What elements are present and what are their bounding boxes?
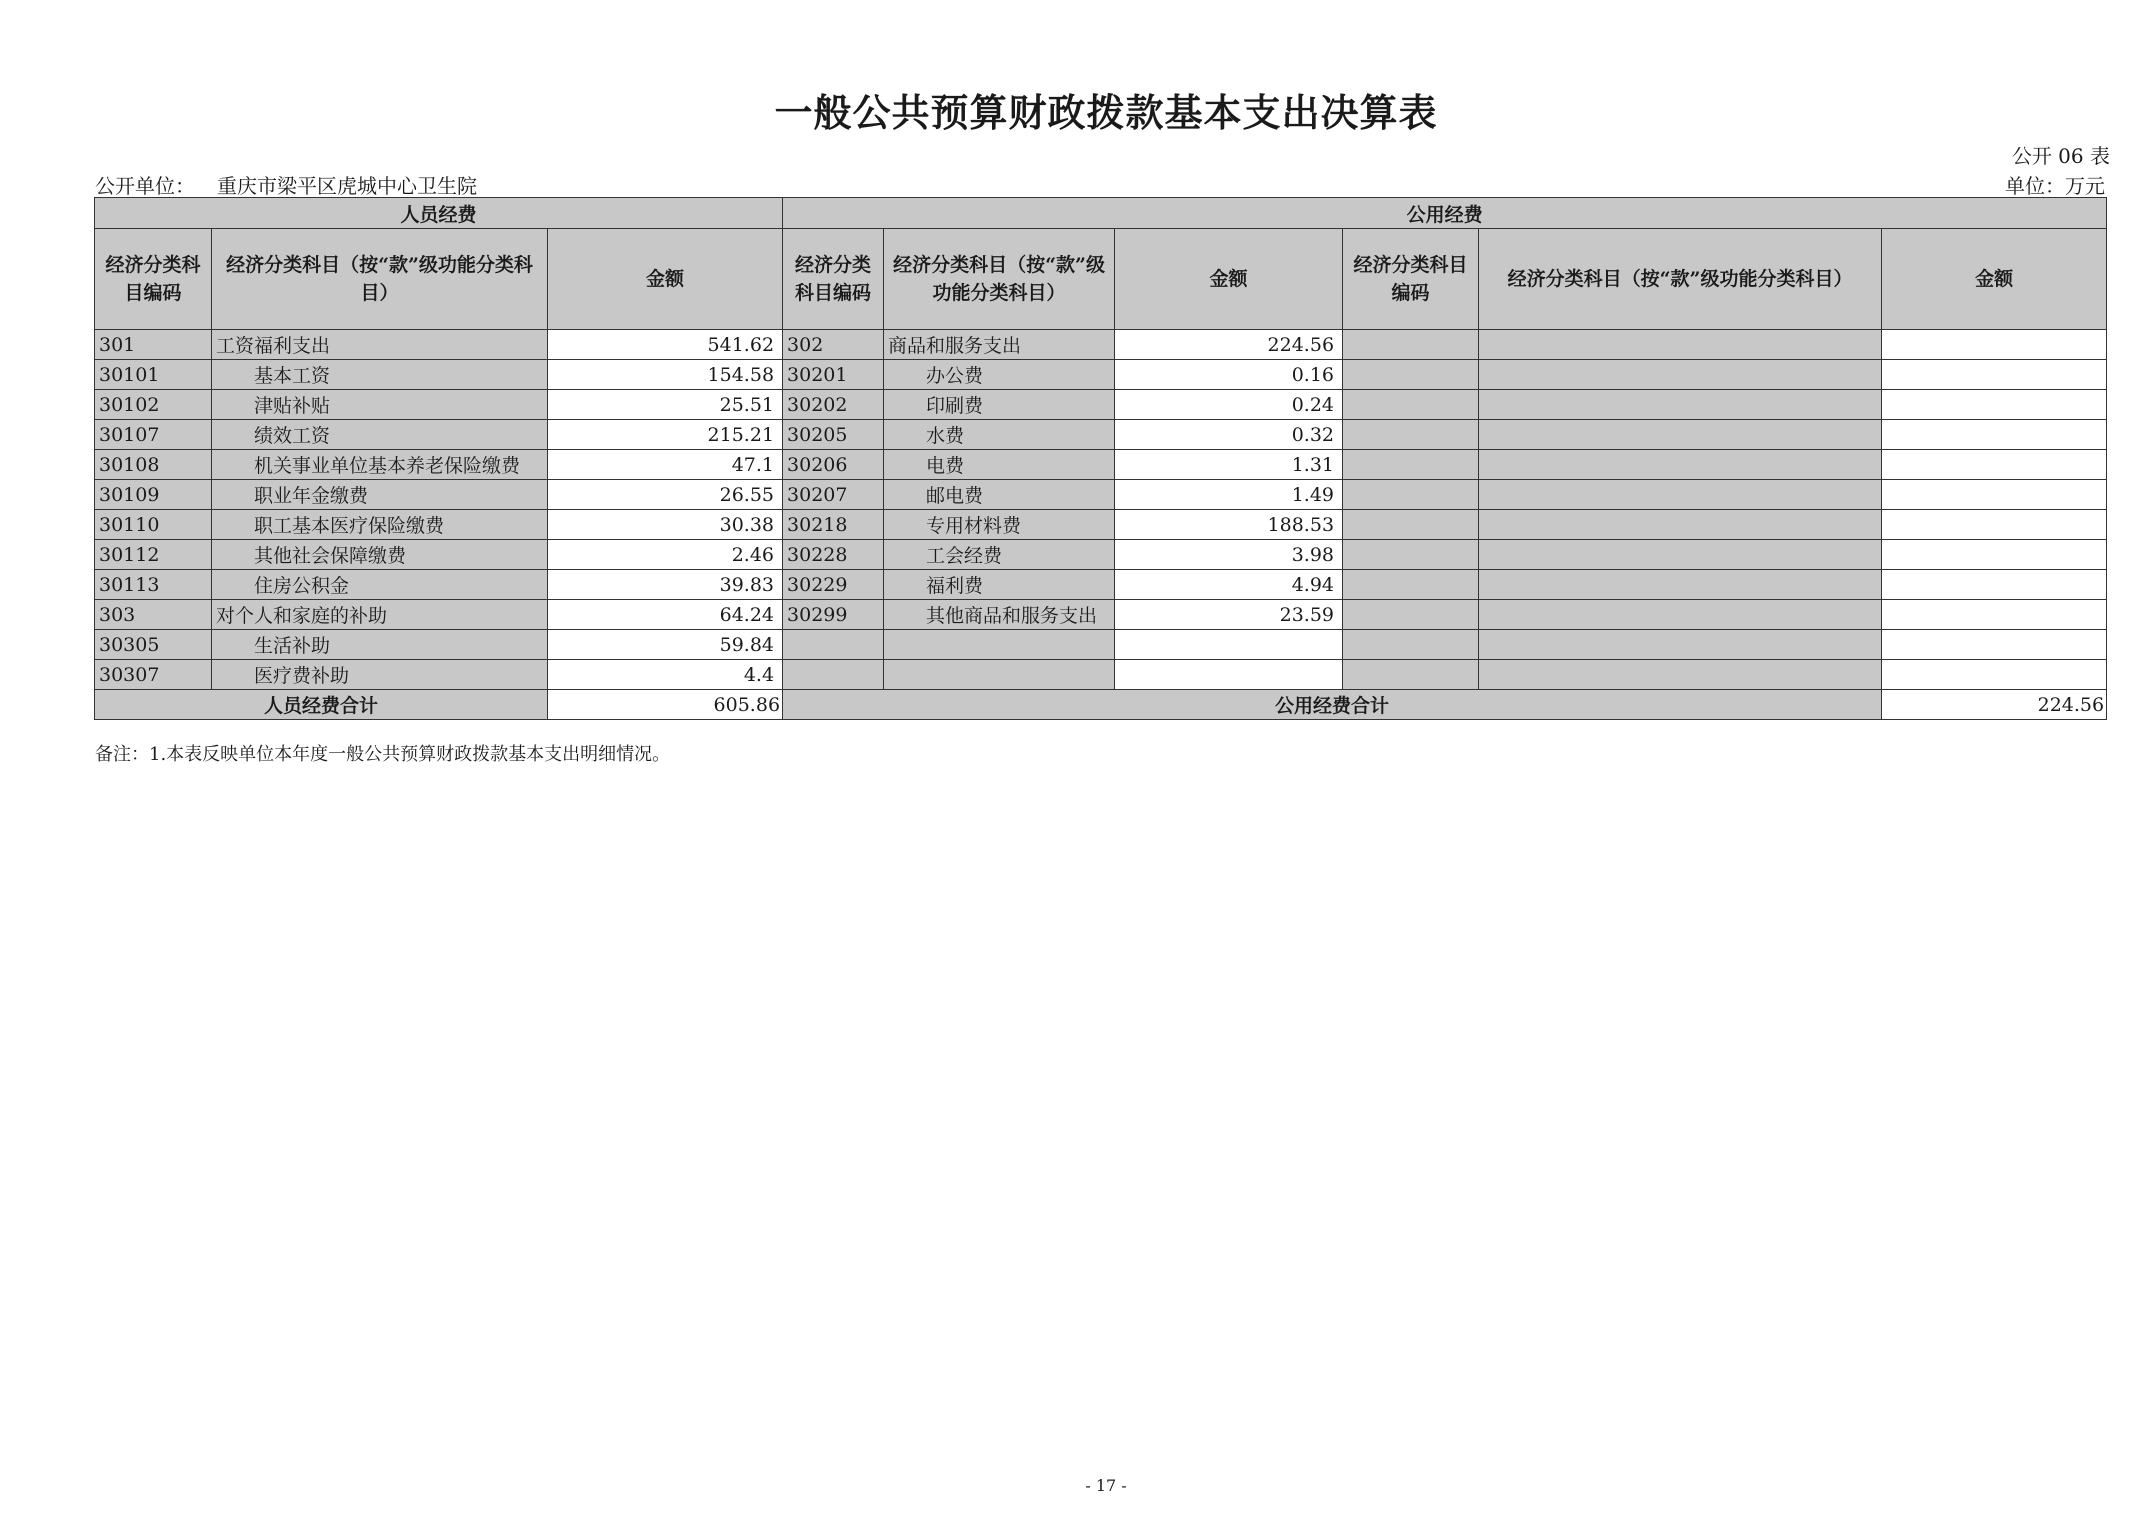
public-name	[884, 480, 1115, 510]
personnel-name	[212, 360, 548, 390]
public-code: 30299	[783, 600, 884, 630]
public-name-extra	[1479, 360, 1882, 390]
public-name-extra	[1479, 660, 1882, 690]
public-amount-extra	[1882, 510, 2107, 540]
personnel-name	[212, 630, 548, 660]
header-code: 经济分类科目编码	[1343, 229, 1479, 330]
personnel-name-text: 其他社会保障缴费	[254, 545, 407, 567]
personnel-name-text: 津贴补贴	[254, 395, 331, 417]
personnel-name	[212, 450, 548, 480]
currency-unit: 单位：万元	[2005, 174, 2105, 198]
public-total-label: 公用经费合计	[783, 690, 1882, 720]
public-code: 30201	[783, 360, 884, 390]
personnel-name	[212, 570, 548, 600]
public-amount: 0.16	[1115, 360, 1343, 390]
public-code: 302	[783, 330, 884, 360]
public-name-extra	[1479, 540, 1882, 570]
public-name-text: 邮电费	[926, 485, 984, 507]
public-code: 30228	[783, 540, 884, 570]
public-name-extra	[1479, 450, 1882, 480]
table-row	[95, 330, 2107, 360]
public-amount: 1.31	[1115, 450, 1343, 480]
org-label: 公开单位：	[95, 174, 195, 198]
total-row	[95, 690, 2107, 720]
public-name-extra	[1479, 600, 1882, 630]
header-amount: 金额	[548, 229, 783, 330]
personnel-amount: 26.55	[548, 480, 783, 510]
table-row	[95, 570, 2107, 600]
public-name-extra	[1479, 570, 1882, 600]
personnel-total-label: 人员经费合计	[95, 690, 548, 720]
personnel-name	[212, 480, 548, 510]
personnel-name-text: 基本工资	[254, 365, 331, 387]
page-number: - 17 -	[1085, 1476, 1127, 1495]
public-amount-extra	[1882, 330, 2107, 360]
public-amount-extra	[1882, 540, 2107, 570]
personnel-code: 30110	[95, 510, 212, 540]
public-amount-extra	[1882, 450, 2107, 480]
group-public: 公用经费	[783, 198, 2107, 229]
public-name-text: 专用材料费	[926, 515, 1022, 537]
public-amount: 4.94	[1115, 570, 1343, 600]
public-name-text: 其他商品和服务支出	[926, 605, 1098, 627]
public-amount-extra	[1882, 630, 2107, 660]
personnel-amount: 64.24	[548, 600, 783, 630]
org-name: 重庆市梁平区虎城中心卫生院	[217, 174, 477, 198]
personnel-code: 30102	[95, 390, 212, 420]
personnel-name	[212, 540, 548, 570]
personnel-amount: 541.62	[548, 330, 783, 360]
public-name	[884, 600, 1115, 630]
public-amount: 188.53	[1115, 510, 1343, 540]
public-code: 30202	[783, 390, 884, 420]
header-code: 经济分类科目编码	[95, 229, 212, 330]
public-code: 30205	[783, 420, 884, 450]
personnel-total-amount: 605.86	[548, 690, 783, 720]
public-name	[884, 630, 1115, 660]
public-name-extra	[1479, 510, 1882, 540]
personnel-code: 301	[95, 330, 212, 360]
public-name-extra	[1479, 480, 1882, 510]
public-amount-extra	[1882, 660, 2107, 690]
public-code-extra	[1343, 510, 1479, 540]
table-row	[95, 480, 2107, 510]
public-amount-extra	[1882, 600, 2107, 630]
header-name: 经济分类科目（按“款”级功能分类科目）	[212, 229, 548, 330]
public-name-text: 办公费	[926, 365, 984, 387]
personnel-name-text: 生活补助	[254, 635, 331, 657]
public-name	[884, 420, 1115, 450]
public-name	[884, 360, 1115, 390]
public-amount: 1.49	[1115, 480, 1343, 510]
personnel-code: 30307	[95, 660, 212, 690]
public-amount: 23.59	[1115, 600, 1343, 630]
public-amount	[1115, 660, 1343, 690]
public-name-text: 福利费	[926, 575, 984, 597]
public-code-extra	[1343, 390, 1479, 420]
public-total-amount: 224.56	[1882, 690, 2107, 720]
footnote: 备注：1.本表反映单位本年度一般公共预算财政拨款基本支出明细情况。	[95, 744, 671, 765]
personnel-amount: 59.84	[548, 630, 783, 660]
public-code-extra	[1343, 600, 1479, 630]
public-name	[884, 570, 1115, 600]
column-header-row	[95, 229, 2107, 330]
personnel-amount: 2.46	[548, 540, 783, 570]
personnel-amount: 30.38	[548, 510, 783, 540]
personnel-amount: 215.21	[548, 420, 783, 450]
table-row	[95, 450, 2107, 480]
personnel-name-text: 机关事业单位基本养老保险缴费	[254, 455, 521, 477]
unit-line	[95, 170, 2105, 199]
group-header-row	[95, 198, 2107, 229]
public-amount-extra	[1882, 360, 2107, 390]
personnel-code: 30305	[95, 630, 212, 660]
personnel-code: 30108	[95, 450, 212, 480]
personnel-name: 工资福利支出	[212, 330, 548, 360]
header-code: 经济分类科目编码	[783, 229, 884, 330]
page-title: 一般公共预算财政拨款基本支出决算表	[774, 90, 1438, 135]
personnel-code: 30112	[95, 540, 212, 570]
public-code: 30218	[783, 510, 884, 540]
public-amount: 224.56	[1115, 330, 1343, 360]
public-code-extra	[1343, 420, 1479, 450]
public-amount: 0.24	[1115, 390, 1343, 420]
personnel-name	[212, 420, 548, 450]
personnel-name-text: 职业年金缴费	[254, 485, 369, 507]
personnel-name-text: 住房公积金	[254, 575, 350, 597]
public-amount-extra	[1882, 390, 2107, 420]
table-row	[95, 420, 2107, 450]
table-row	[95, 600, 2107, 630]
personnel-amount: 39.83	[548, 570, 783, 600]
public-code-extra	[1343, 450, 1479, 480]
public-name-extra	[1479, 390, 1882, 420]
table-row	[95, 630, 2107, 660]
public-code-extra	[1343, 630, 1479, 660]
public-amount: 0.32	[1115, 420, 1343, 450]
public-amount-extra	[1882, 480, 2107, 510]
public-code-extra	[1343, 360, 1479, 390]
public-name-extra	[1479, 330, 1882, 360]
public-name	[884, 660, 1115, 690]
header-amount: 金额	[1882, 229, 2107, 330]
personnel-name-text: 职工基本医疗保险缴费	[254, 515, 445, 537]
public-code-extra	[1343, 480, 1479, 510]
personnel-name	[212, 510, 548, 540]
personnel-name-text: 医疗费补助	[254, 665, 350, 687]
personnel-code: 30107	[95, 420, 212, 450]
public-code: 30207	[783, 480, 884, 510]
table-row	[95, 360, 2107, 390]
public-amount	[1115, 630, 1343, 660]
personnel-name	[212, 390, 548, 420]
public-code-extra	[1343, 570, 1479, 600]
personnel-name: 对个人和家庭的补助	[212, 600, 548, 630]
public-code	[783, 660, 884, 690]
header-amount: 金额	[1115, 229, 1343, 330]
table-row	[95, 390, 2107, 420]
public-name-text: 电费	[926, 455, 965, 477]
personnel-amount: 47.1	[548, 450, 783, 480]
public-amount-extra	[1882, 420, 2107, 450]
personnel-amount: 25.51	[548, 390, 783, 420]
header-name: 经济分类科目（按“款”级功能分类科目）	[884, 229, 1115, 330]
public-name	[884, 510, 1115, 540]
personnel-amount: 154.58	[548, 360, 783, 390]
public-name-text: 印刷费	[926, 395, 984, 417]
personnel-name	[212, 660, 548, 690]
public-name-text: 工会经费	[926, 545, 1003, 567]
table-row	[95, 660, 2107, 690]
public-code: 30229	[783, 570, 884, 600]
public-name	[884, 540, 1115, 570]
public-amount: 3.98	[1115, 540, 1343, 570]
public-code-extra	[1343, 540, 1479, 570]
personnel-code: 30113	[95, 570, 212, 600]
personnel-name-text: 绩效工资	[254, 425, 331, 447]
public-amount-extra	[1882, 570, 2107, 600]
table-number: 公开 06 表	[2011, 144, 2110, 168]
group-personnel: 人员经费	[95, 198, 783, 229]
personnel-amount: 4.4	[548, 660, 783, 690]
table-row	[95, 540, 2107, 570]
personnel-code: 303	[95, 600, 212, 630]
public-name-extra	[1479, 420, 1882, 450]
public-code: 30206	[783, 450, 884, 480]
public-code-extra	[1343, 660, 1479, 690]
personnel-code: 30109	[95, 480, 212, 510]
public-code	[783, 630, 884, 660]
public-name-text: 水费	[926, 425, 965, 447]
public-name	[884, 450, 1115, 480]
table-row	[95, 510, 2107, 540]
header-name: 经济分类科目（按“款”级功能分类科目）	[1479, 229, 1882, 330]
public-name-extra	[1479, 630, 1882, 660]
expenditure-table	[94, 197, 2107, 720]
public-code-extra	[1343, 330, 1479, 360]
public-name: 商品和服务支出	[884, 330, 1115, 360]
personnel-code: 30101	[95, 360, 212, 390]
public-name	[884, 390, 1115, 420]
